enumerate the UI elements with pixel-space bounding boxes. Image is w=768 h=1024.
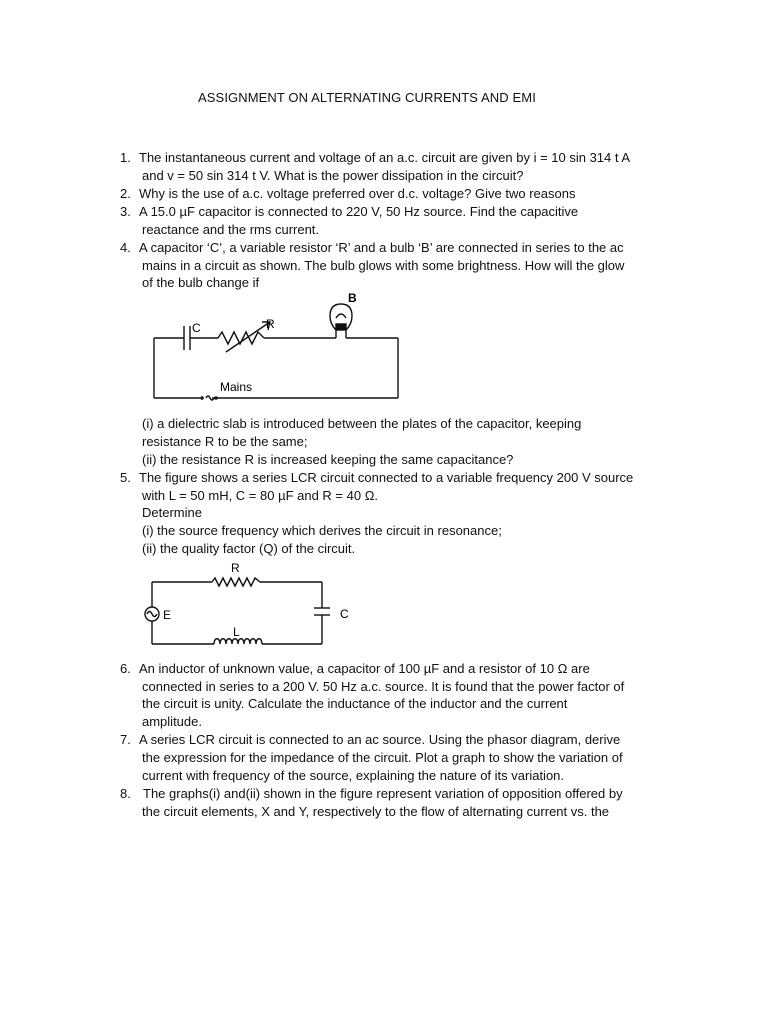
question-5-line-5: (ii) the quality factor (Q) of the circuit. (142, 541, 356, 556)
inductor-label: L (233, 625, 240, 639)
question-3-line-1: A 15.0 µF capacitor is connected to 220 V, 50 Hz source. Find the capacitive (139, 204, 579, 219)
circuit-diagram-1 (140, 288, 410, 408)
question-5-line-4: (i) the source frequency which derives the circuit in resonance; (142, 523, 502, 538)
question-6-line-3: the circuit is unity. Calculate the inductance of the inductor and the current (142, 696, 568, 711)
capacitor-label: C (340, 607, 349, 621)
question-6-line-2: connected in series to a 200 V. 50 Hz a.c. source. It is found that the power factor of (142, 679, 625, 694)
resistor-label: R (231, 561, 240, 575)
question-8-line-1: The graphs(i) and(ii) shown in the figure represent variation of opposition offered by (143, 786, 623, 801)
bulb-base (336, 324, 346, 330)
question-5-number: 5. (120, 470, 131, 485)
question-3-number: 3. (120, 204, 131, 219)
capacitor-label: C (192, 321, 201, 335)
inductor-symbol (214, 639, 262, 644)
question-7-number: 7. (120, 732, 131, 747)
question-6-line-1: An inductor of unknown value, a capacitor of 100 µF and a resistor of 10 Ω are (139, 661, 590, 676)
terminal-dot (200, 396, 204, 400)
question-5-line-2: with L = 50 mH, C = 80 µF and R = 40 Ω. (142, 488, 379, 503)
question-8-number: 8. (120, 786, 131, 801)
question-8-line-2: the circuit elements, X and Y, respectively to the flow of alternating current vs. the (142, 804, 610, 819)
bulb-label: B (348, 291, 357, 305)
resistor-symbol (212, 578, 260, 586)
question-5-line-3: Determine (142, 505, 202, 520)
question-5-line-1: The figure shows a series LCR circuit connected to a variable frequency 200 V source (139, 470, 634, 485)
bulb-symbol (330, 304, 352, 338)
question-7-line-1: A series LCR circuit is connected to an ac source. Using the phasor diagram, derive (139, 732, 621, 747)
ac-wave-symbol (147, 612, 157, 617)
mains-label: Mains (220, 380, 253, 394)
question-6-number: 6. (120, 661, 131, 676)
question-1-number: 1. (120, 150, 131, 165)
terminal-dot (214, 396, 218, 400)
question-7-line-2: the expression for the impedance of the circuit. Plot a graph to show the variation of (142, 750, 623, 765)
question-4-sub-3: (ii) the resistance R is increased keeping the same capacitance? (142, 452, 514, 467)
question-7-line-3: current with frequency of the source, explaining the nature of its variation. (142, 768, 565, 783)
question-1-line-1: The instantaneous current and voltage of an a.c. circuit are given by i = 10 sin 314 t A (139, 150, 631, 165)
question-4-line-1: A capacitor ‘C’, a variable resistor ‘R’ and a bulb ‘B’ are connected in series to the ac (139, 240, 624, 255)
question-6-line-4: amplitude. (142, 714, 202, 729)
question-4-line-2: mains in a circuit as shown. The bulb glows with some brightness. How will the glow (142, 258, 625, 273)
question-1-line-2: and v = 50 sin 314 t V. What is the power dissipation in the circuit? (142, 168, 524, 183)
question-4-line-3: of the bulb change if (142, 275, 260, 290)
question-2-number: 2. (120, 186, 131, 201)
question-4-sub-1: (i) a dielectric slab is introduced between the plates of the capacitor, keeping (142, 416, 582, 431)
source-label: E (163, 608, 172, 622)
circuit-diagram-2 (140, 560, 360, 660)
bulb-filament (336, 314, 346, 318)
question-4-sub-2: resistance R to be the same; (142, 434, 308, 449)
page-title: ASSIGNMENT ON ALTERNATING CURRENTS AND EMI (198, 90, 536, 105)
question-2-line-1: Why is the use of a.c. voltage preferred over d.c. voltage? Give two reasons (139, 186, 576, 201)
resistor-label: R (266, 317, 275, 331)
question-4-number: 4. (120, 240, 131, 255)
question-3-line-2: reactance and the rms current. (142, 222, 320, 237)
